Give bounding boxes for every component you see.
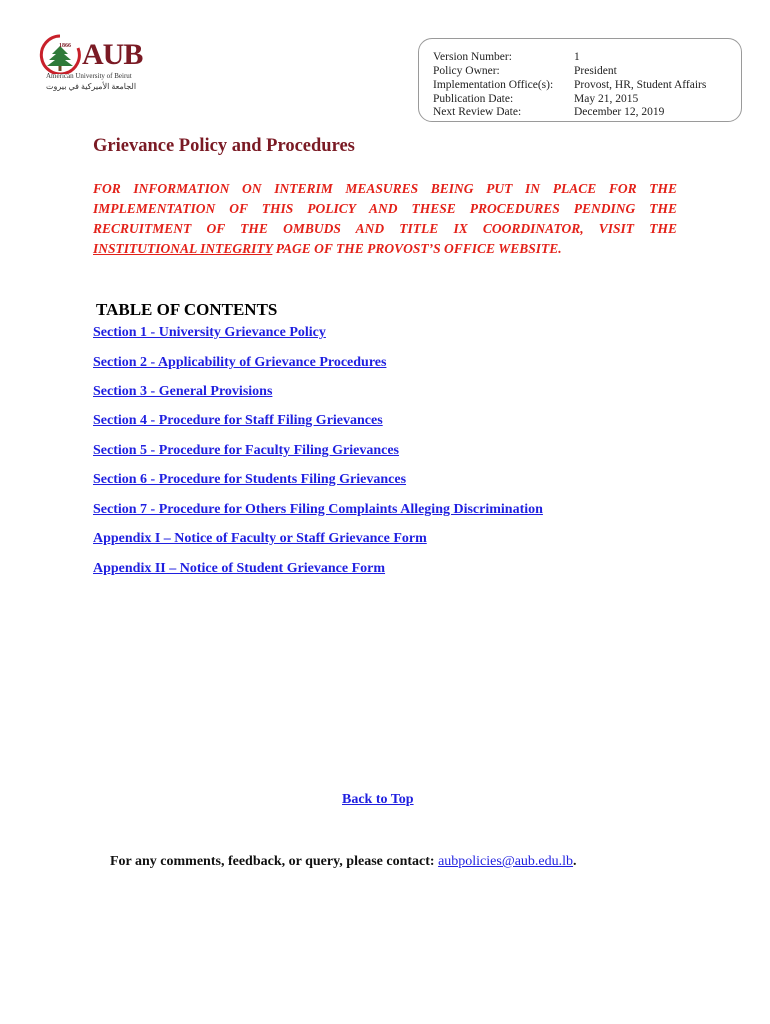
meta-row-offices [433, 79, 706, 92]
meta-value: 1 [574, 51, 580, 63]
meta-label: Policy Owner: [433, 65, 500, 77]
meta-label: Implementation Office(s): [433, 79, 554, 91]
meta-row-version [433, 51, 580, 64]
institutional-integrity-link[interactable]: INSTITUTIONAL INTEGRITY [93, 241, 273, 256]
logo-subtitle: American University of Beirut [46, 72, 132, 80]
toc-link-section-3[interactable]: Section 3 - General Provisions [93, 384, 273, 399]
toc-link-appendix-1[interactable]: Appendix I – Notice of Faculty or Staff Grievance Form [93, 531, 427, 546]
toc-link-appendix-2[interactable]: Appendix II – Notice of Student Grievance Form [93, 561, 386, 576]
contact-text: For any comments, feedback, or query, please contact: [110, 854, 439, 869]
meta-label: Next Review Date: [433, 106, 522, 118]
meta-value: President [574, 65, 617, 77]
logo-arabic: الجامعة الأميركية في بيروت [46, 82, 137, 91]
toc-link-section-2[interactable]: Section 2 - Applicability of Grievance Procedures [93, 355, 387, 370]
cedar-logo-icon [38, 34, 82, 74]
meta-value: May 21, 2015 [574, 93, 639, 105]
notice-text: FOR INFORMATION ON INTERIM MEASURES BEING PUT IN PLACE FOR THE IMPLEMENTATION OF THIS POLICY AND THESE PROCEDURES PENDING THE RECRUITMENT OF THE OMBUDS AND TITLE IX COORDINATOR, VISIT THE [93, 181, 677, 236]
toc-link-section-6[interactable]: Section 6 - Procedure for Students Filing Grievances [93, 472, 407, 487]
logo-year: 1866 [59, 43, 71, 49]
policy-metadata-box [418, 38, 742, 122]
meta-row-owner [433, 65, 617, 78]
meta-value: Provost, HR, Student Affairs [574, 79, 707, 91]
toc-link-section-5[interactable]: Section 5 - Procedure for Faculty Filing Grievances [93, 443, 400, 458]
logo-brand: AUB [82, 38, 143, 71]
meta-value: December 12, 2019 [574, 106, 665, 118]
toc-link-section-7[interactable]: Section 7 - Procedure for Others Filing Complaints Alleging Discrimination [93, 502, 543, 517]
page-title: Grievance Policy and Procedures [93, 136, 355, 156]
aub-logo [38, 34, 148, 96]
meta-row-review-date [433, 106, 664, 119]
contact-line [110, 854, 577, 870]
contact-email-link[interactable]: aubpolicies@aub.edu.lb [438, 854, 574, 869]
notice-text-end: PAGE OF THE PROVOST’S OFFICE WEBSITE. [272, 241, 562, 256]
meta-label: Publication Date: [433, 93, 514, 105]
meta-row-publication-date [433, 93, 638, 106]
meta-label: Version Number: [433, 51, 512, 63]
back-to-top-link[interactable]: Back to Top [342, 792, 414, 807]
toc-link-section-1[interactable]: Section 1 - University Grievance Policy [93, 325, 326, 340]
toc-link-section-4[interactable]: Section 4 - Procedure for Staff Filing Grievances [93, 413, 383, 428]
toc-heading: TABLE OF CONTENTS [96, 300, 278, 319]
interim-measures-notice [93, 179, 677, 259]
contact-end: . [573, 854, 577, 869]
